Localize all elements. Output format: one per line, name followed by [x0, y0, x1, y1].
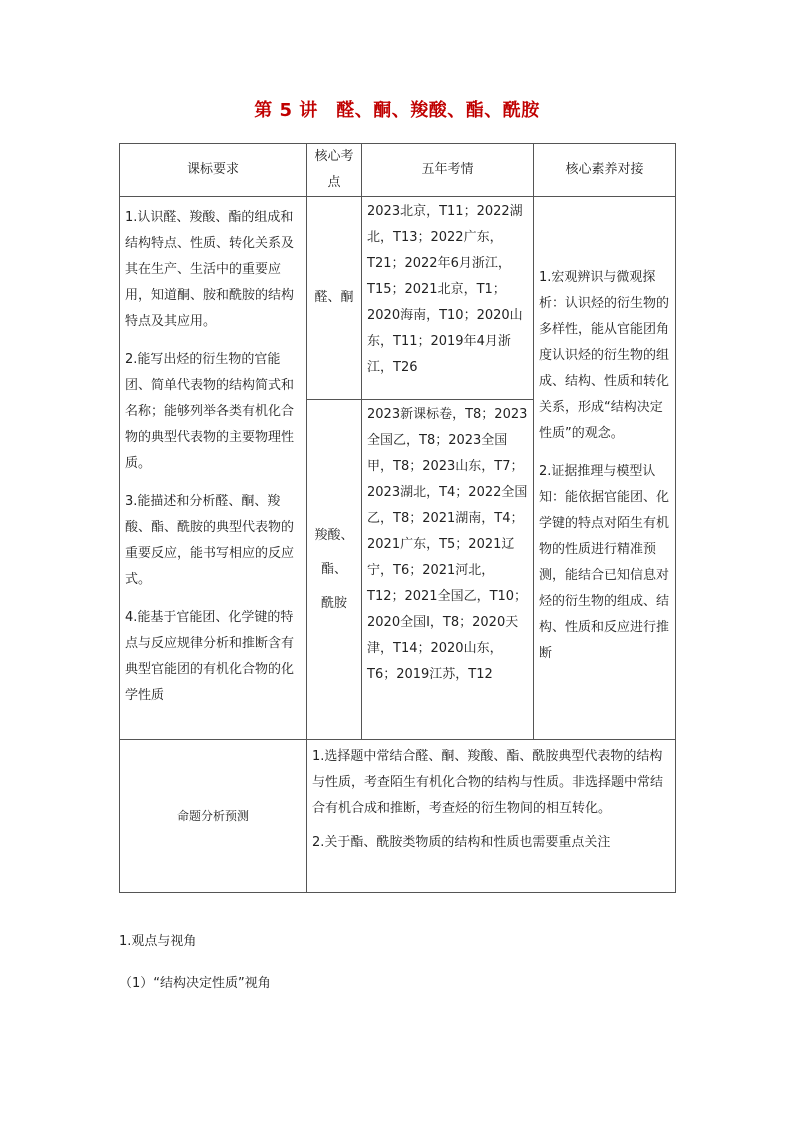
requirement-item: 3.能描述和分析醛、酮、羧酸、酯、酰胺的典型代表物的重要反应，能书写相应的反应式。 [125, 494, 295, 587]
literacy-cell [534, 197, 676, 740]
exam-history-1: 2023北京，T11；2022湖北，T13；2022广东，T21；2022年6月浙江，T15；2021北京，T1；2020海南，T10；2020山东，T11；2019年4月浙江，T26 [362, 197, 534, 400]
requirement-item: 2.能写出烃的衍生物的官能团、简单代表物的结构简式和名称；能够列举各类有机化合物的典型代表物的主要物理性质。 [125, 352, 295, 471]
literacy-item: 1.宏观辨识与微观探析：认识烃的衍生物的多样性，能从官能团角度认识烃的衍生物的组成、结构、性质和转化关系，形成“结构决定性质”的观念。 [539, 270, 670, 441]
section-heading: 1.观点与视角 [119, 934, 197, 949]
table-header-row [120, 144, 676, 197]
header-literacy: 核心素养对接 [534, 144, 676, 197]
table-row [120, 740, 676, 893]
table-row [120, 197, 676, 400]
header-core-topic: 核心考点 [307, 144, 362, 197]
header-requirements: 课标要求 [120, 144, 307, 197]
curriculum-table [119, 143, 676, 893]
topic-acid-ester-amide [307, 400, 362, 740]
exam-history-2: 2023新课标卷，T8；2023全国乙，T8；2023全国甲，T8；2023山东，T7；2023湖北，T4；2022全国乙，T8；2021湖南，T4；2021广东，T5；2021辽宁，T6；2021河北，T12；2021全国乙，T10；2020全国Ⅰ，T8；2020天津，T14；2020山东，T6；2019江苏，T12 [362, 400, 534, 740]
header-exam-history: 五年考情 [362, 144, 534, 197]
requirement-item: 1.认识醛、羧酸、酯的组成和结构特点、性质、转化关系及其在生产、生活中的重要应用，知道酮、胺和酰胺的结构特点及其应用。 [125, 210, 295, 329]
topic-aldehyde-ketone: 醛、酮 [307, 197, 362, 400]
forecast-item: 2.关于酯、酰胺类物质的结构和性质也需要重点关注 [312, 835, 611, 850]
literacy-item: 2.证据推理与模型认知：能依据官能团、化学键的特点对陌生有机物的性质进行精准预测，能结合已知信息对烃的衍生物的组成、结构、性质和反应进行推断 [539, 464, 670, 661]
requirement-item: 4.能基于官能团、化学键的特点与反应规律分析和推断含有典型官能团的有机化合物的化学性质 [125, 610, 295, 703]
forecast-item: 1.选择题中常结合醛、酮、羧酸、酯、酰胺典型代表物的结构与性质，考查陌生有机化合物的结构与性质。非选择题中常结合有机合成和推断，考查烃的衍生物间的相互转化。 [312, 749, 664, 816]
topic-line: 羧酸、 [314, 527, 354, 543]
section-subheading: （1）“结构决定性质”视角 [119, 976, 271, 991]
forecast-cell [307, 740, 676, 893]
topic-line: 酰胺 [320, 595, 347, 611]
requirements-cell [120, 197, 307, 740]
forecast-label: 命题分析预测 [120, 740, 307, 893]
topic-line: 酯、 [320, 561, 347, 577]
page-title: 第 5 讲 醛、酮、羧酸、酯、酰胺 [254, 100, 540, 121]
